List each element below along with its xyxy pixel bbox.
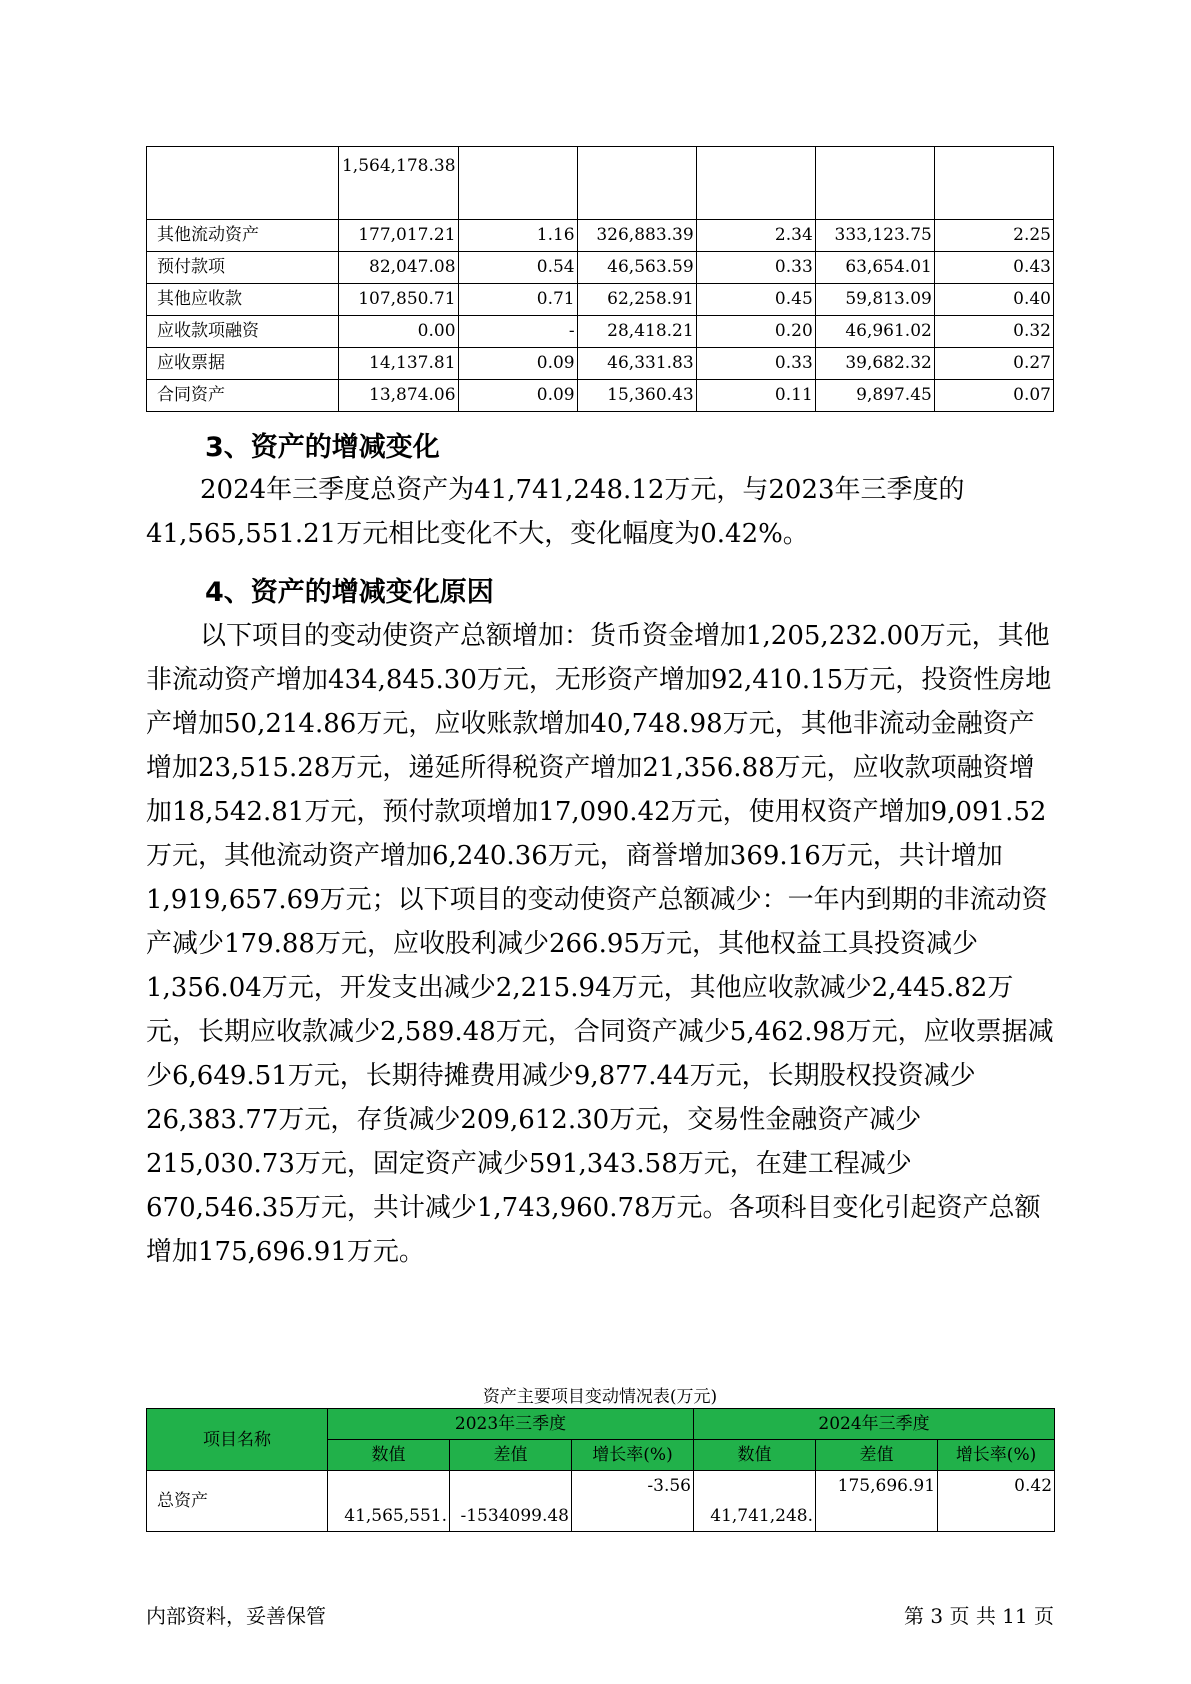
- table-cell: 177,017.21: [339, 220, 458, 252]
- table-caption: 资产主要项目变动情况表(万元): [482, 1387, 718, 1407]
- table-cell: 0.54: [458, 252, 577, 284]
- table-cell: 15,360.43: [577, 380, 696, 412]
- table-row: [147, 1471, 1055, 1532]
- table-cell: 41,741,248.: [694, 1471, 816, 1532]
- table-row: [147, 252, 1054, 284]
- table-row: [147, 348, 1054, 380]
- table-cell: 1.16: [458, 220, 577, 252]
- table-row: [147, 147, 1054, 220]
- table-cell: 9,897.45: [815, 380, 934, 412]
- row-label: 预付款项: [147, 252, 339, 284]
- table-cell: -: [458, 316, 577, 348]
- table-cell: 0.32: [934, 316, 1053, 348]
- row-label: 总资产: [147, 1471, 328, 1532]
- table-cell: 0.09: [458, 348, 577, 380]
- footer-left: 内部资料，妥善保管: [146, 1604, 326, 1628]
- column-header: 2023年三季度: [328, 1409, 694, 1440]
- column-header: 数值: [328, 1440, 450, 1471]
- column-header: 2024年三季度: [694, 1409, 1055, 1440]
- table-cell: 63,654.01: [815, 252, 934, 284]
- row-label: 其他应收款: [147, 284, 339, 316]
- table-cell: 0.20: [696, 316, 815, 348]
- table-cell: 2.25: [934, 220, 1053, 252]
- asset-structure-table: [146, 146, 1054, 412]
- table-cell: 41,565,551.: [328, 1471, 450, 1532]
- table-cell: 107,850.71: [339, 284, 458, 316]
- section-4-heading: 4、资产的增减变化原因: [205, 577, 494, 608]
- table-cell: 0.33: [696, 348, 815, 380]
- table-cell: 62,258.91: [577, 284, 696, 316]
- table-cell: 0.33: [696, 252, 815, 284]
- table-cell: -3.56: [572, 1471, 694, 1532]
- asset-change-table: [146, 1408, 1055, 1532]
- table-cell: 0.27: [934, 348, 1053, 380]
- column-header: 差值: [816, 1440, 938, 1471]
- table-cell: 175,696.91: [816, 1471, 938, 1532]
- table-cell: 46,961.02: [815, 316, 934, 348]
- table-cell: 46,563.59: [577, 252, 696, 284]
- table-cell: 333,123.75: [815, 220, 934, 252]
- table-cell: 82,047.08: [339, 252, 458, 284]
- table-cell: 39,682.32: [815, 348, 934, 380]
- table-cell: 0.40: [934, 284, 1053, 316]
- column-header: 数值: [694, 1440, 816, 1471]
- table-cell: -1534099.48: [450, 1471, 572, 1532]
- table-cell: 46,331.83: [577, 348, 696, 380]
- section-3-heading: 3、资产的增减变化: [205, 432, 440, 463]
- row-label: 其他流动资产: [147, 220, 339, 252]
- table-row: [147, 380, 1054, 412]
- table-cell: 0.00: [339, 316, 458, 348]
- table-header-row: [147, 1409, 1055, 1440]
- table-row: [147, 284, 1054, 316]
- table-cell: 0.09: [458, 380, 577, 412]
- table-cell: 2.34: [696, 220, 815, 252]
- table-cell: 0.71: [458, 284, 577, 316]
- column-header: 增长率(%): [938, 1440, 1055, 1471]
- column-header: 增长率(%): [572, 1440, 694, 1471]
- table-row: [147, 316, 1054, 348]
- section-4-text: 以下项目的变动使资产总额增加：货币资金增加1,205,232.00万元，其他非流动资产增加434,845.30万元，无形资产增加92,410.15万元，投资性房地产增加50,214.86万元，应收账款增加40,748.98万元，其他非流动金融资产增加23,515.28万元，递延所得税资产增加21,356.88万元，应收款项融资增加18,542.81万元，预付款项增加17,090.42万元，使用权资产增加9,091.52万元，其他流动资产增加6,240.36万元，商誉增加369.16万元，共计增加1,919,657.69万元；以下项目的变动使资产总额减少：一年内到期的非流动资产减少179.88万元，应收股利减少266.95万元，其他权益工具投资减少1,356.04万元，开发支出减少2,215.94万元，其他应收款减少2,445.82万元，长期应收款减少2,589.48万元，合同资产减少5,462.98万元，应收票据减少6,649.51万元，长期待摊费用减少9,877.44万元，长期股权投资减少26,383.77万元，存货减少209,612.30万元，交易性金融资产减少215,030.73万元，固定资产减少591,343.58万元，在建工程减少670,546.35万元，共计减少1,743,960.78万元。各项科目变化引起资产总额增加175,696.91万元。: [146, 621, 1054, 1267]
- table-cell: 59,813.09: [815, 284, 934, 316]
- section-3-text: 2024年三季度总资产为41,741,248.12万元，与2023年三季度的41,565,551.21万元相比变化不大，变化幅度为0.42%。: [146, 475, 965, 549]
- table-cell: 28,418.21: [577, 316, 696, 348]
- table-cell: 0.43: [934, 252, 1053, 284]
- row-label: 应收款项融资: [147, 316, 339, 348]
- row-label: 合同资产: [147, 380, 339, 412]
- table-cell: 0.07: [934, 380, 1053, 412]
- table-cell: 0.45: [696, 284, 815, 316]
- row-label: 应收票据: [147, 348, 339, 380]
- table-cell: 326,883.39: [577, 220, 696, 252]
- column-header: 项目名称: [147, 1409, 328, 1471]
- table-cell: 0.42: [938, 1471, 1055, 1532]
- page-number: 第 3 页 共 11 页: [904, 1604, 1054, 1628]
- column-header: 差值: [450, 1440, 572, 1471]
- table-cell: 13,874.06: [339, 380, 458, 412]
- table-cell: 1,564,178.38: [339, 147, 458, 220]
- table-cell: 0.11: [696, 380, 815, 412]
- table-row: [147, 220, 1054, 252]
- table-cell: 14,137.81: [339, 348, 458, 380]
